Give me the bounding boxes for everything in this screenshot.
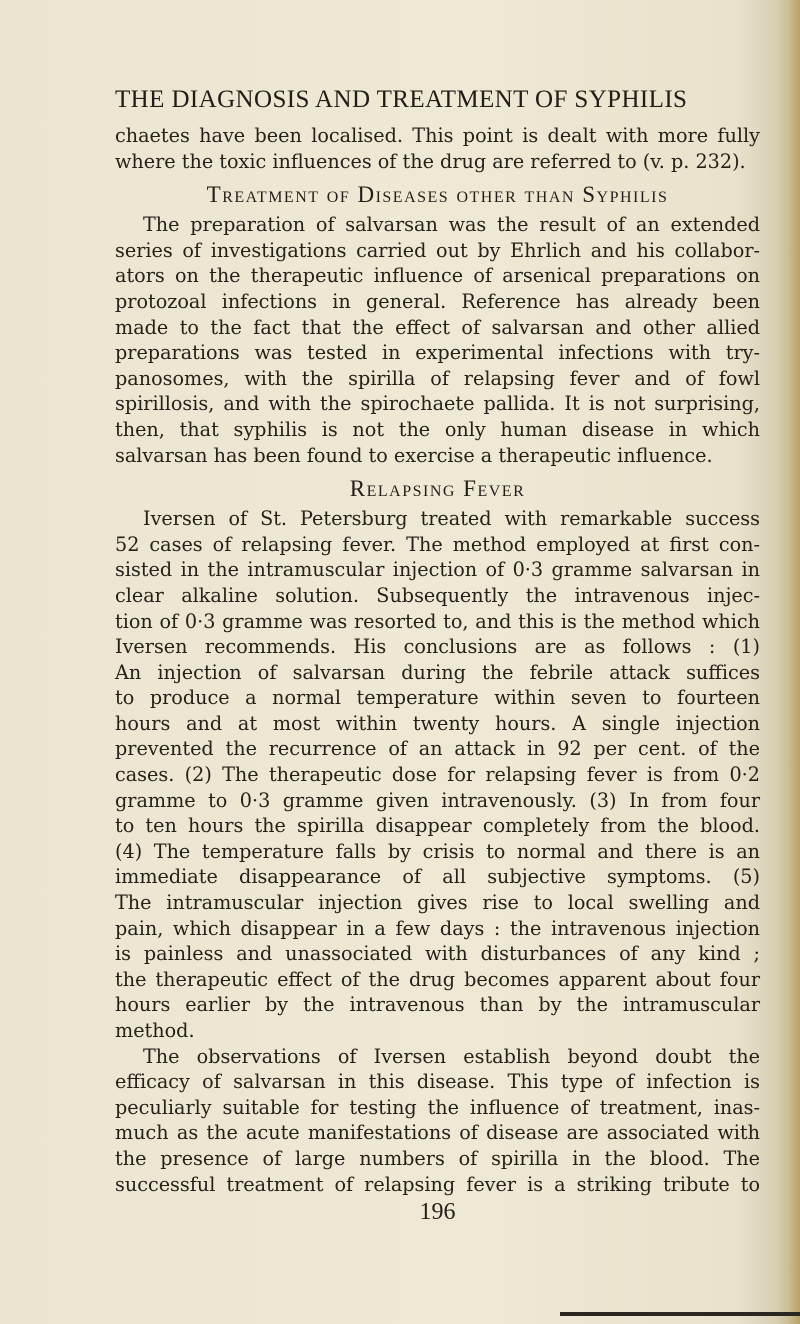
text-line: Iversen recommends. His conclusions are as follows : (1) bbox=[115, 635, 760, 659]
text-line: prevented the recurrence of an attack in 92 per cent. of the bbox=[115, 737, 760, 761]
section-heading-relapsing-fever: Relapsing Fever bbox=[349, 476, 526, 502]
text-line: spirillosis, and with the spirochaete pallida. It is not surprising, bbox=[115, 392, 760, 416]
text-line: immediate disappearance of all subjective symptoms. (5) bbox=[115, 865, 760, 889]
text-line: panosomes, with the spirilla of relapsing fever and of fowl bbox=[115, 366, 760, 390]
iversen-paragraph bbox=[115, 506, 760, 1043]
text-line: to ten hours the spirilla disappear completely from the blood. bbox=[115, 814, 760, 838]
text-line: cases. (2) The therapeutic dose for relapsing fever is from 0·2 bbox=[115, 763, 760, 787]
section-heading-treatment-other-diseases: Treatment of Diseases other than Syphilis bbox=[206, 182, 669, 208]
text-line: where the toxic influences of the drug are referred to (v. p. 232). bbox=[115, 149, 746, 173]
text-line: gramme to 0·3 gramme given intravenously. (3) In from four bbox=[115, 788, 760, 812]
text-line: peculiarly suitable for testing the influence of treatment, inas- bbox=[115, 1095, 760, 1119]
treatment-paragraph bbox=[115, 212, 760, 468]
text-line: the presence of large numbers of spirilla in the blood. The bbox=[115, 1146, 760, 1170]
text-line: is painless and unassociated with disturbances of any kind ; bbox=[115, 942, 760, 966]
bottom-edge-rule bbox=[560, 1312, 800, 1316]
text-line: 52 cases of relapsing fever. The method employed at first con- bbox=[115, 532, 760, 556]
text-line: hours earlier by the intravenous than by the intramuscular bbox=[115, 993, 760, 1017]
text-line: efficacy of salvarsan in this disease. This type of infection is bbox=[115, 1070, 760, 1094]
text-line: method. bbox=[115, 1019, 195, 1042]
text-line: chaetes have been localised. This point is dealt with more fully bbox=[115, 124, 760, 147]
text-line: sisted in the intramuscular injection of 0·3 gramme salvarsan in bbox=[115, 558, 760, 582]
text-line: The preparation of salvarsan was the result of an extended bbox=[143, 213, 760, 237]
text-line: ators on the therapeutic influence of arsenical preparations on bbox=[115, 264, 760, 288]
text-line: salvarsan has been found to exercise a therapeutic influence. bbox=[115, 443, 713, 467]
text-line: successful treatment of relapsing fever is a striking tribute to bbox=[115, 1172, 760, 1196]
text-line: An injection of salvarsan during the febrile attack suffices bbox=[115, 660, 760, 684]
text-line: pain, which disappear in a few days : the intravenous injection bbox=[115, 916, 760, 940]
text-line: The intramuscular injection gives rise to local swelling and bbox=[115, 891, 760, 915]
intro-paragraph bbox=[115, 123, 760, 174]
page-content bbox=[115, 86, 760, 1226]
page-number: 196 bbox=[419, 1199, 456, 1226]
text-line: much as the acute manifestations of disease are associated with bbox=[115, 1121, 760, 1145]
text-line: preparations was tested in experimental infections with try- bbox=[115, 341, 760, 365]
text-line: series of investigations carried out by Ehrlich and his collabor- bbox=[115, 238, 760, 262]
text-line: then, that syphilis is not the only human disease in which bbox=[115, 417, 760, 441]
text-line: made to the fact that the effect of salvarsan and other allied bbox=[115, 315, 760, 339]
text-line: tion of 0·3 gramme was resorted to, and this is the method which bbox=[115, 609, 760, 633]
text-line: the therapeutic effect of the drug becomes apparent about four bbox=[115, 967, 760, 991]
page-edge-shadow bbox=[778, 0, 800, 1324]
running-head: THE DIAGNOSIS AND TREATMENT OF SYPHILIS bbox=[115, 86, 688, 113]
text-line: The observations of Iversen establish beyond doubt the bbox=[143, 1044, 760, 1068]
text-line: protozoal infections in general. Reference has already been bbox=[115, 289, 760, 313]
text-line: (4) The temperature falls by crisis to normal and there is an bbox=[115, 839, 760, 863]
text-line: clear alkaline solution. Subsequently the intravenous injec- bbox=[115, 583, 760, 607]
text-line: hours and at most within twenty hours. A single injection bbox=[115, 711, 760, 735]
text-line: Iversen of St. Petersburg treated with remarkable success bbox=[143, 507, 760, 531]
observations-paragraph bbox=[115, 1044, 760, 1198]
text-line: to produce a normal temperature within seven to fourteen bbox=[115, 686, 760, 710]
